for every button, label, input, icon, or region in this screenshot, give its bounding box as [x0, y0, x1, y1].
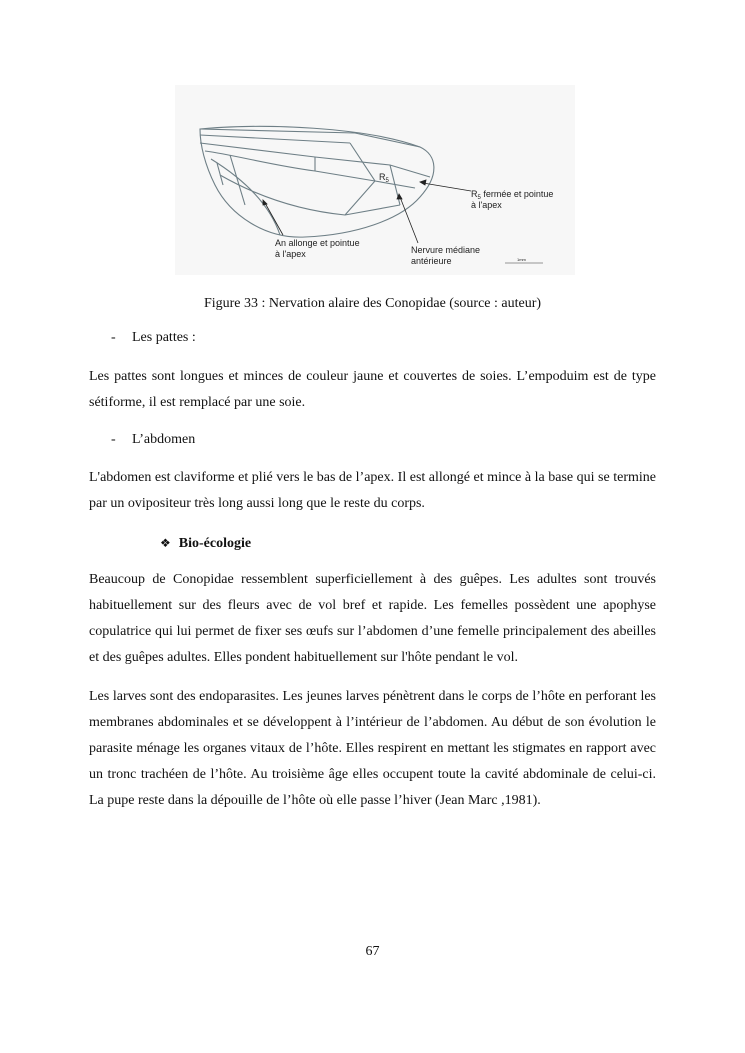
- paragraph-bio-2: Les larves sont des endoparasites. Les jeunes larves pénètrent dans le corps de l’hôte en perforant les membranes abdominales et se développent à l’intérieur de l’abdomen. Au début de son évolution le parasite ménage les organes vitaux de l’hôte. Elles respirent en mettant les stigmates en rapport avec un tronc trachéen de l’hôte. Au troisième âge elles occupent toute la cavité abdominale de celui-ci. La pupe reste dans la dépouille de l’hôte où elle passe l’hiver (Jean Marc ,1981).: [89, 689, 656, 808]
- bullet-pattes: [111, 330, 196, 346]
- label-nervure-anterieure: antérieure: [411, 256, 452, 266]
- label-r5-closed-apex: à l'apex: [471, 200, 502, 210]
- paragraph-abdomen: L'abdomen est claviforme et plié vers le bas de l’apex. Il est allongé et mince à la base qui se termine par un ovipositeur très long aussi long que le reste du corps.: [89, 470, 656, 511]
- heading-bio-ecologie-text: Bio-écologie: [178, 536, 252, 551]
- label-r5: $R_5$: [379, 172, 389, 184]
- wing-venation-figure: [175, 85, 575, 275]
- figure-caption: Figure 33 : Nervation alaire des Conopidae (source : auteur): [203, 296, 542, 311]
- wing-drawing: [175, 85, 575, 275]
- label-r5-closed: $R_5$ fermée et pointue: [471, 189, 554, 201]
- bullet-dash: -: [111, 330, 116, 345]
- paragraph-pattes: Les pattes sont longues et minces de couleur jaune et couvertes de soies. L’empoduim est de type sétiforme, il est remplacé par une soie.: [89, 369, 656, 410]
- bullet-abdomen: [111, 432, 195, 448]
- scale-label: 1mm: [517, 257, 526, 262]
- bullet-abdomen-text: L’abdomen: [132, 432, 196, 447]
- diamond-bullet-icon: ❖: [160, 536, 171, 550]
- bullet-dash: -: [111, 432, 116, 447]
- label-an: An allonge et pointue: [275, 238, 360, 248]
- heading-bio-ecologie: [160, 536, 251, 552]
- label-nervure: Nervure médiane: [411, 245, 481, 255]
- paragraph-bio-1: Beaucoup de Conopidae ressemblent superficiellement à des guêpes. Les adultes sont trouvés habituellement sur des fleurs avec de vol bref et rapide. Les femelles possèdent une apophyse copulatrice qui lui permet de fixer ses œufs sur l’abdomen d’une femelle principalement des abeilles et des guêpes adultes. Elles pondent habituellement sur l'hôte pendant le vol.: [89, 572, 656, 665]
- page-number: 67: [365, 944, 380, 959]
- bullet-pattes-text: Les pattes :: [132, 330, 196, 345]
- label-an-apex: à l'apex: [275, 249, 306, 259]
